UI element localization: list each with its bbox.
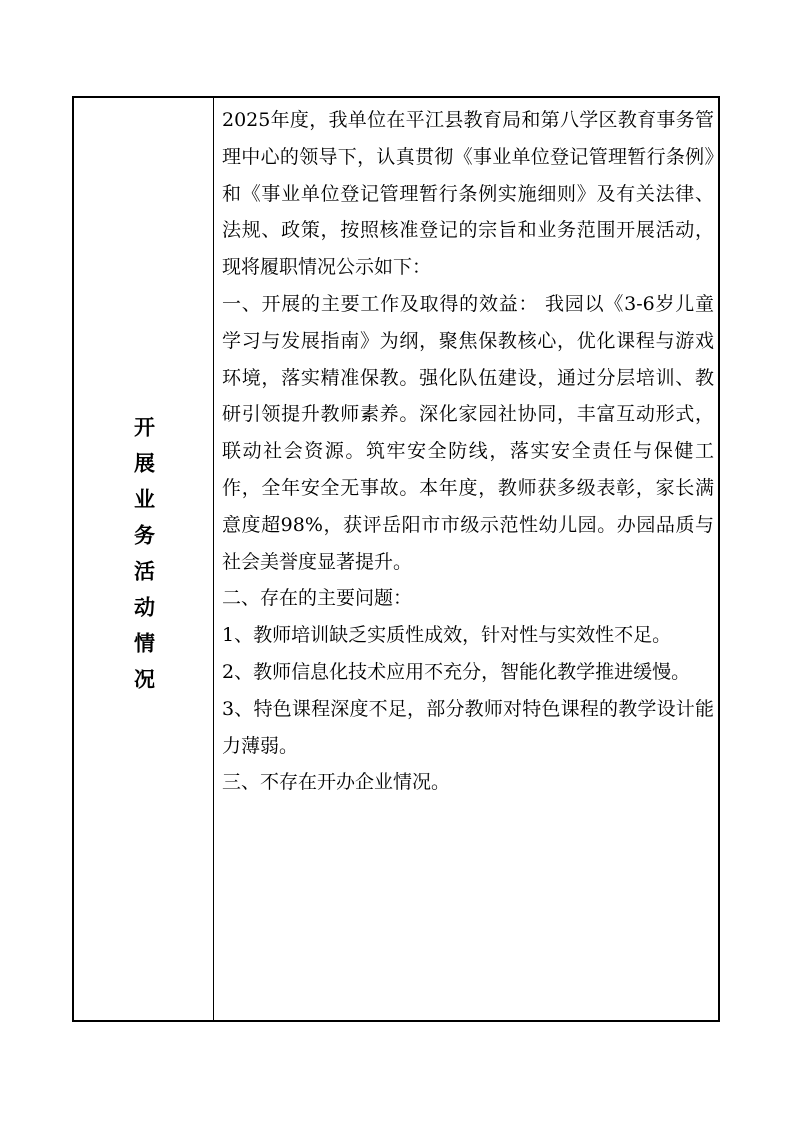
intro-paragraph: 2025年度，我单位在平江县教育局和第八学区教育事务管理中心的领导下，认真贯彻《事业单位登记管理暂行条例》和《事业单位登记管理暂行条例实施细则》及有关法律、法规、政策，按照核准登记的宗旨和业务范围开展活动，现将履职情况公示如下： [222,109,714,279]
problem-item-2: 2、教师信息化技术应用不充分，智能化教学推进缓慢。 [222,660,691,683]
problem-item-1: 1、教师培训缺乏实质性成效，针对性与实效性不足。 [222,624,672,647]
section-label-cell [74,98,214,1020]
main-work-paragraph: 一、开展的主要工作及取得的效益： 我园以《3-6岁儿童学习与发展指南》为纲，聚焦保教核心，优化课程与游戏环境，落实精准保教。强化队伍建设，通过分层培训、教研引领提升教师素养。深化家园社协同，丰富互动形式，联动社会资源。筑牢安全防线，落实安全责任与保健工作，全年安全无事故。本年度，教师获多级表彰，家长满意度超98%，获评岳阳市市级示范性幼儿园。办园品质与社会美誉度显著提升。 [222,292,714,573]
activity-report-table [72,96,720,1022]
section-content-cell [214,98,718,1020]
section-label: 开展业务活动情况 [131,416,156,704]
enterprise-statement: 三、不存在开办企业情况。 [222,771,451,794]
problem-item-3: 3、特色课程深度不足，部分教师对特色课程的教学设计能力薄弱。 [222,697,714,757]
problems-heading: 二、存在的主要问题： [222,587,413,610]
